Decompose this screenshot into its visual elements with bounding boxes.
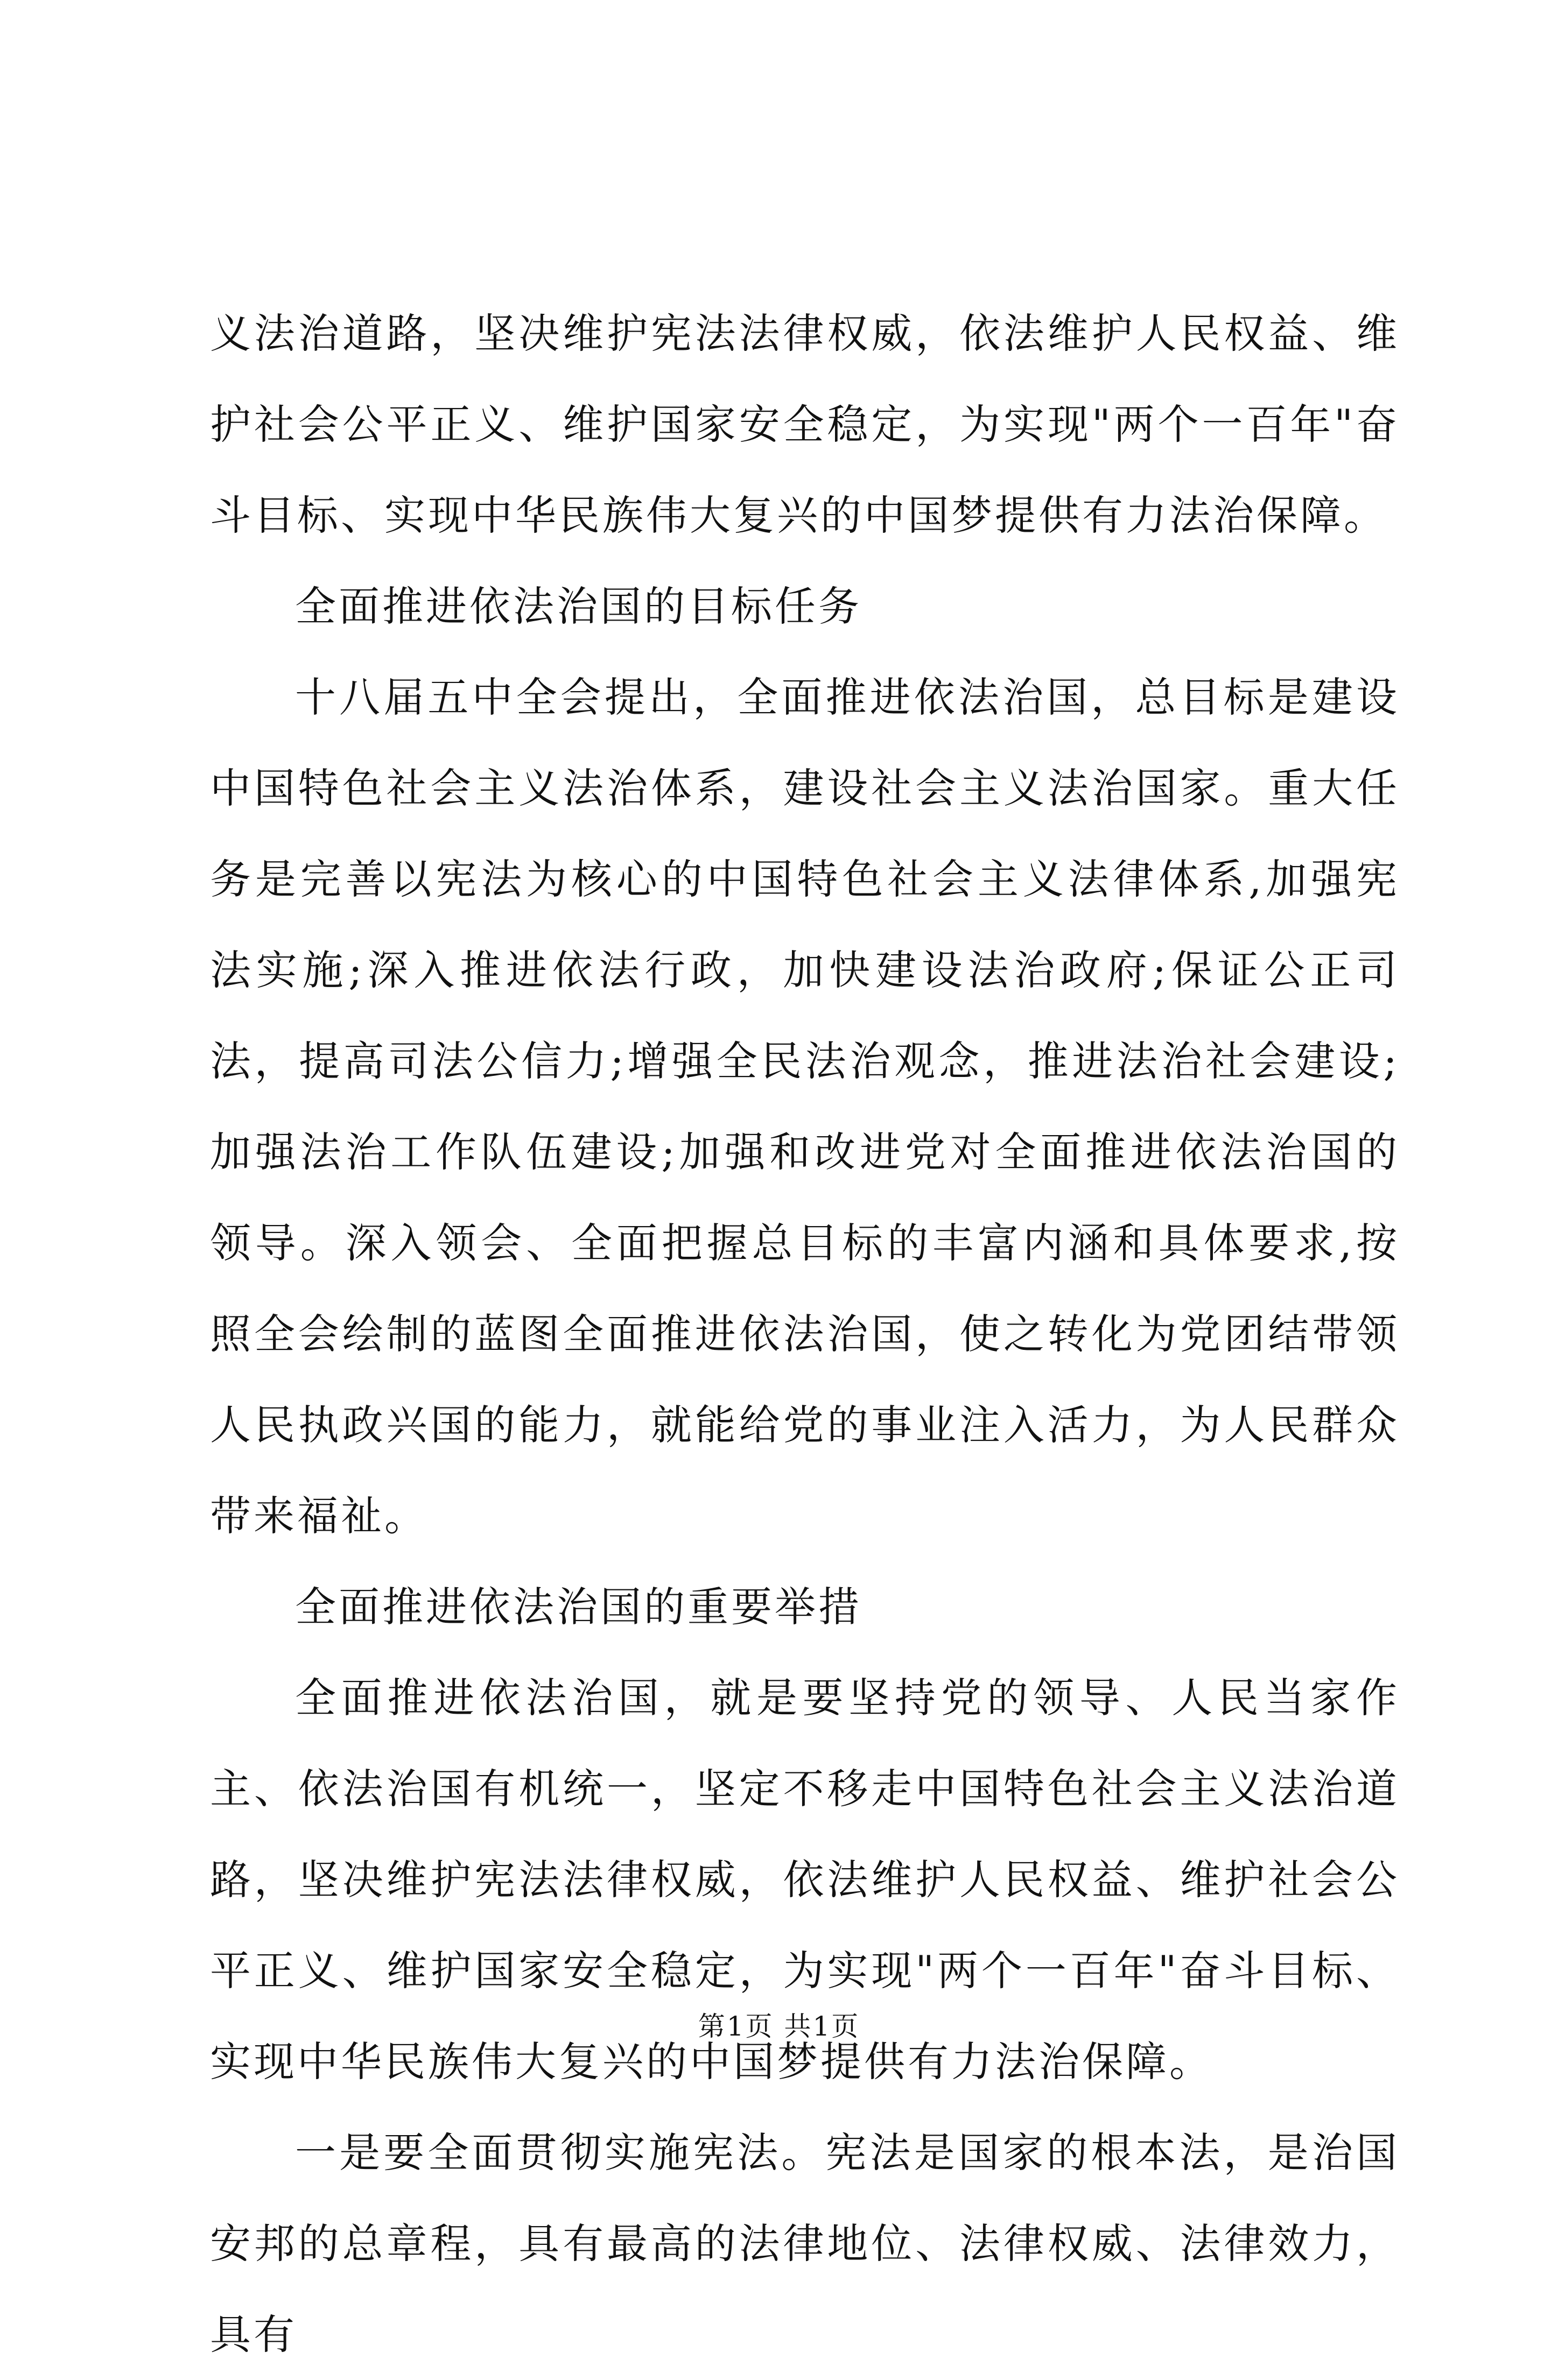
paragraph-continued: 义法治道路，坚决维护宪法法律权威，依法维护人民权益、维护社会公平正义、维护国家安全稳定，为实现"两个一百年"奋斗目标、实现中华民族伟大复兴的中国梦提供有力法治保障。 <box>210 309 1400 539</box>
paragraph-goals: 十八届五中全会提出，全面推进依法治国，总目标是建设中国特色社会主义法治体系，建设社会主义法治国家。重大任务是完善以宪法为核心的中国特色社会主义法律体系,加强宪法实施;深入推进依法行政，加快建设法治政府;保证公正司法，提高司法公信力;增强全民法治观念，推进法治社会建设;加强法治工作队伍建设;加强和改进党对全面推进依法治国的领导。深入领会、全面把握总目标的丰富内涵和具体要求,按照全会绘制的蓝图全面推进依法治国，使之转化为党团结带领人民执政兴国的能力，就能给党的事业注入活力，为人民群众带来福祉。 <box>210 673 1400 1540</box>
page-footer: 第1页 共1页 <box>698 2011 860 2042</box>
section-heading-measures: 全面推进依法治国的重要举措 <box>295 1583 862 1631</box>
paragraph-measures: 全面推进依法治国，就是要坚持党的领导、人民当家作主、依法治国有机统一，坚定不移走中国特色社会主义法治道路，坚决维护宪法法律权威，依法维护人民权益、维护社会公平正义、维护国家安全稳定，为实现"两个一百年"奋斗目标、实现中华民族伟大复兴的中国梦提供有力法治保障。 <box>210 1674 1400 2086</box>
paragraph-constitution: 一是要全面贯彻实施宪法。宪法是国家的根本法，是治国安邦的总章程，具有最高的法律地位、法律权威、法律效力，具有 <box>210 2129 1400 2358</box>
document-body <box>210 288 1400 2380</box>
section-heading-goals: 全面推进依法治国的目标任务 <box>295 582 862 630</box>
